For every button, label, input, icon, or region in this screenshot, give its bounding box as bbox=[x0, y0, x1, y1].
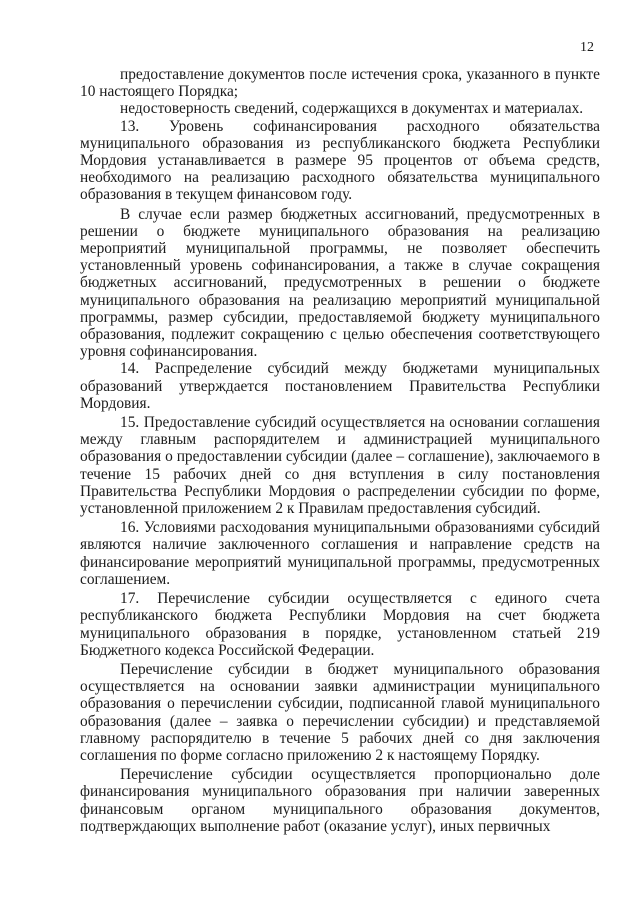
paragraph: предоставление документов после истечения срока, указанного в пункте 10 настоящего Порядка; bbox=[80, 66, 600, 101]
document-body bbox=[80, 66, 600, 835]
paragraph: В случае если размер бюджетных ассигнований, предусмотренных в решении о бюджете муниципального образования на реализацию мероприятий муниципальной программы, не позволяет обеспечить установленный уровень софинансирования, а также в случае сокращения бюджетных ассигнований, предусмотренных в решении о бюджете муниципального образования на реализацию мероприятий муниципальной программы, размер субсидии, предоставляемой бюджету муниципального образования, подлежит сокращению с целью обеспечения соответствующего уровня софинансирования. bbox=[80, 205, 600, 361]
paragraph: 14. Распределение субсидий между бюджетами муниципальных образований утверждается постановлением Правительства Республики Мордовия. bbox=[80, 360, 600, 412]
paragraph: 15. Предоставление субсидий осуществляется на основании соглашения между главным распорядителем и администрацией муниципального образования о предоставлении субсидии (далее – соглашение), заключаемого в течение 15 рабочих дней со дня вступления в силу постановления Правительства Республики Мордовия о распределении субсидии по форме, установленной приложением 2 к Правилам предоставления субсидий. bbox=[80, 414, 600, 518]
page-number: 12 bbox=[580, 40, 594, 55]
paragraph: недостоверность сведений, содержащихся в документах и материалах. bbox=[120, 100, 584, 118]
paragraph: 13. Уровень софинансирования расходного обязательства муниципального образования из республиканского бюджета Республики Мордовия устанавливается в размере 95 процентов от объема средств, необходимого на реализацию расходного обязательства муниципального образования в текущем финансовом году. bbox=[80, 117, 600, 204]
paragraph: 16. Условиями расходования муниципальными образованиями субсидий являются наличие заключенного соглашения и направление средств на финансирование мероприятий муниципальной программы, предусмотренных соглашением. bbox=[80, 519, 600, 588]
paragraph: Перечисление субсидии осуществляется пропорционально доле финансирования муниципального образования при наличии заверенных финансовым органом муниципального образования документов, подтверждающих выполнение работ (оказание услуг), иных первичных bbox=[80, 766, 600, 835]
paragraph: Перечисление субсидии в бюджет муниципального образования осуществляется на основании заявки администрации муниципального образования о перечислении субсидии, подписанной главой муниципального образования (далее – заявка о перечислении субсидии) и представляемой главному распорядителю в течение 5 рабочих дней со дня заключения соглашения по форме согласно приложению 2 к настоящему Порядку. bbox=[80, 660, 600, 764]
paragraph: 17. Перечисление субсидии осуществляется с единого счета республиканского бюджета Республики Мордовия на счет бюджета муниципального образования в порядке, установленном статьей 219 Бюджетного кодекса Российской Федерации. bbox=[80, 590, 600, 659]
